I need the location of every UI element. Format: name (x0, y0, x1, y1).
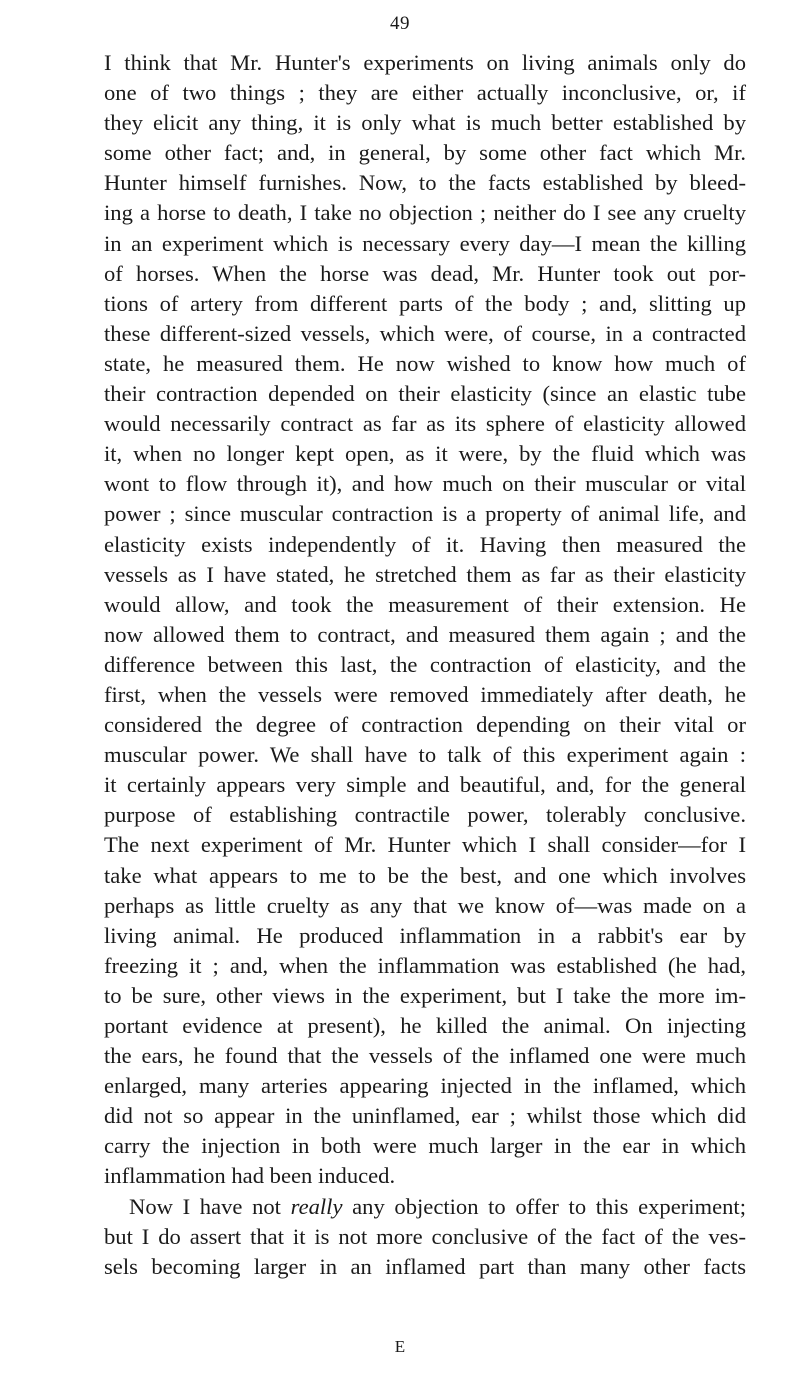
paragraph-start-line (104, 1192, 746, 1222)
text-line: freezing it ; and, when the inflammation was established (he had, (104, 952, 746, 978)
text-line: but I do assert that it is not more conclusive of the fact of the ves- (104, 1223, 746, 1249)
text-line: now allowed them to contract, and measured them again ; and the (104, 621, 746, 647)
text-line: muscular power. We shall have to talk of this experiment again : (104, 742, 746, 768)
text-line: carry the injection in both were much larger in the ear in which (104, 1133, 746, 1159)
text-line: power ; since muscular contraction is a property of animal life, and (104, 501, 746, 527)
text-line: it, when no longer kept open, as it were, by the fluid which was (104, 441, 746, 467)
text-line: would necessarily contract as far as its sphere of elasticity allowed (104, 411, 746, 437)
text-line: did not so appear in the uninflamed, ear ; whilst those which did (104, 1103, 746, 1129)
text-line: portant evidence at present), he killed the animal. On injecting (104, 1013, 746, 1038)
text-line: the ears, he found that the vessels of the inflamed one were much (104, 1043, 746, 1069)
text-line: to be sure, other views in the experiment, but I take the more im- (104, 982, 746, 1008)
text-line: ing a horse to death, I take no objection ; neither do I see any cruelty (104, 200, 746, 226)
page-number: 49 (390, 13, 410, 34)
text-line: some other fact; and, in general, by some other fact which Mr. (104, 140, 746, 166)
text-line: would allow, and took the measurement of their extension. He (104, 591, 746, 617)
text-line: one of two things ; they are either actually inconclusive, or, if (104, 80, 746, 106)
paragraph-end-line: inflammation had been induced. (104, 1163, 396, 1189)
body-text (104, 48, 746, 1282)
text-line: Hunter himself furnishes. Now, to the facts established by bleed- (104, 170, 746, 196)
text-line: it certainly appears very simple and beautiful, and, for the general (104, 772, 746, 798)
text-line: take what appears to me to be the best, and one which involves (104, 862, 746, 888)
text-line: these different-sized vessels, which were, of course, in a contracted (104, 320, 746, 346)
text-line: they elicit any thing, it is only what is much better established by (104, 110, 746, 136)
text-line: of horses. When the horse was dead, Mr. Hunter took out por- (104, 260, 746, 286)
text-line: tions of artery from different parts of the body ; and, slitting up (104, 290, 746, 316)
text-run: Now I have not (129, 1193, 291, 1219)
text-line: wont to flow through it), and how much on their muscular or vital (104, 471, 746, 497)
text-line: difference between this last, the contraction of elasticity, and the (104, 651, 746, 677)
text-line: considered the degree of contraction depending on their vital or (104, 712, 746, 738)
text-line: enlarged, many arteries appearing injected in the inflamed, which (104, 1073, 746, 1099)
text-line: perhaps as little cruelty as any that we know of—was made on a (104, 892, 746, 918)
emphasis-text: really (290, 1193, 343, 1219)
text-line: sels becoming larger in an inflamed part than many other facts (104, 1253, 746, 1279)
text-line: elasticity exists independently of it. Having then measured the (104, 531, 746, 557)
text-line: The next experiment of Mr. Hunter which I shall consider—for I (104, 832, 746, 858)
text-line: state, he measured them. He now wished to know how much of (104, 350, 746, 376)
text-line: purpose of establishing contractile power, tolerably conclusive. (104, 802, 746, 828)
text-line: their contraction depended on their elasticity (since an elastic tube (104, 381, 746, 407)
text-line: I think that Mr. Hunter's experiments on living animals only do (104, 50, 746, 75)
text-line: vessels as I have stated, he stretched them as far as their elasticity (104, 561, 746, 587)
text-line: first, when the vessels were removed immediately after death, he (104, 681, 746, 707)
text-run: any objection to offer to this experiment; (342, 1193, 746, 1219)
text-line: in an experiment which is necessary every day—I mean the killing (104, 230, 746, 256)
signature-mark: E (394, 1337, 406, 1356)
text-line: living animal. He produced inflammation in a rabbit's ear by (104, 922, 746, 948)
